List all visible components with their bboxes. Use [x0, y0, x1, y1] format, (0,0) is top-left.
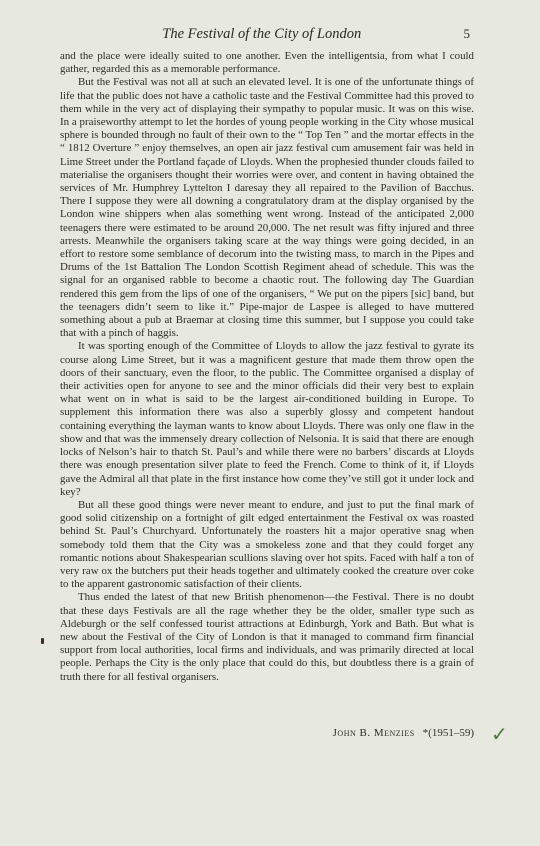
paragraph-continuation: and the place were ideally suited to one another. Even the intelligentsia, from what I could gather, regarded this as a memorable performance.: [60, 50, 474, 76]
paragraph-conclusion: Thus ended the latest of that new British phenomenon—the Festival. There is no doubt that these days Festivals are all the rage whether they be the older, smaller type such as Aldeburgh or the self confessed tourist attractions at Edinburgh, York and Bath. But what is new about the Festival of the City of London is that it managed to command firm financial support from local authorities, local firms and individuals, and was primarily directed at local people. Perhaps the City is the only place that could do this, but doubtless there is a grain of truth there for all festival organisers.: [60, 591, 474, 683]
running-title: The Festival of the City of London: [162, 26, 362, 42]
paragraph-ox-roast: But all these good things were never meant to endure, and just to put the final mark of good solid citizenship on a fortnight of gilt edged entertainment the Festival ox was roasted behind St. Paul’s Churchyard. Unfortunately the roasters hit a major operative snag when somebody told them that the City was a smokeless zone and that they could forget any romantic notions about Shakespearian scullions slaving over hot spits. Faced with half a ton of very raw ox the butchers put their heads together and ultimately cooked the creature over coke to the apparent gastronomic satisfaction of their clients.: [60, 498, 474, 591]
page-number: 5: [463, 26, 470, 41]
paragraph-jazz-festival: But the Festival was not all at such an elevated level. It is one of the unfortunate things of life that the public does not have a catholic taste and the Festival Committee had this proved to them while in the very act of displaying their sympathy to popular music. It was on this wise. In a praiseworthy attempt to let the hordes of young people working in the City whose musical sphere is bounded through no fault of their own to the “ Top Ten ” and the mortar effects in the “ 1812 Overture ” enjoy themselves, an open air jazz festival cum amusement fair was held in Lime Street under the Portland façade of Lloyds. When the prophesied thunder clouds failed to materialise the organisers thought their worries were over, and content in having obtained the services of Mr. Humphrey Lyttelton I daresay they all repaired to the Pavilion of Bacchus. There I suppose they were all downing a congratulatory dram at the display organised by the London wine shippers when alas something went wrong. Instead of the anticipated 2,000 teenagers there were estimated to be around 20,000. The net result was fifty injured and three arrests. Meanwhile the organisers taking scare at the way things were going decided, in an effort to restore some semblance of decorum into the twisting mass, to march in the Pipes and Drums of the 1st Battalion The London Scottish Regiment ahead of schedule. This was the signal for an organised rabble to become a chaotic rout. The following day The Guardian rendered this gem from the lips of one of the organisers, “ We put on the pipers [sic] band, but the teenagers didn’t seem to like it.” Pipe-major de Laspee is alleged to have muttered something about a pub at Braemar at closing time this summer, but I suppose you could take that with a pinch of haggis.: [60, 76, 474, 340]
paragraph-lloyds: It was sporting enough of the Committee of Lloyds to allow the jazz festival to gyrate its course along Lime Street, but it was a magnificent gesture that made them throw open the doors of their sanctuary, even the floor, to the public. The Committee organised a display of their activities open for anyone to see and the minor officials did their very best to explain what went on in what is said to be the largest air-conditioned building in Europe. To supplement this information there was also a superbly glossy and competent handout containing everything the layman wants to know about Lloyds. There was only one flaw in the show and that was the immensely dreary collection of Nelsonia. It is said that there are enough locks of Nelson’s hair to thatch St. Paul’s and while there were no barbers’ discards at Lloyds there was enough presentation silver plate to feed the French. Come to think of it, if Lloyds gave the Admiral all that plate in the first instance how come they’ve still got it under lock and key?: [60, 340, 474, 498]
author-signature: [300, 727, 474, 739]
page-header: [60, 26, 470, 43]
author-dates: *(1951–59): [422, 727, 474, 739]
handwritten-check-icon: ✓: [491, 722, 508, 746]
margin-ink-mark: [41, 638, 44, 644]
author-name: John B. Menzies: [332, 727, 415, 739]
body-text: [60, 50, 474, 684]
